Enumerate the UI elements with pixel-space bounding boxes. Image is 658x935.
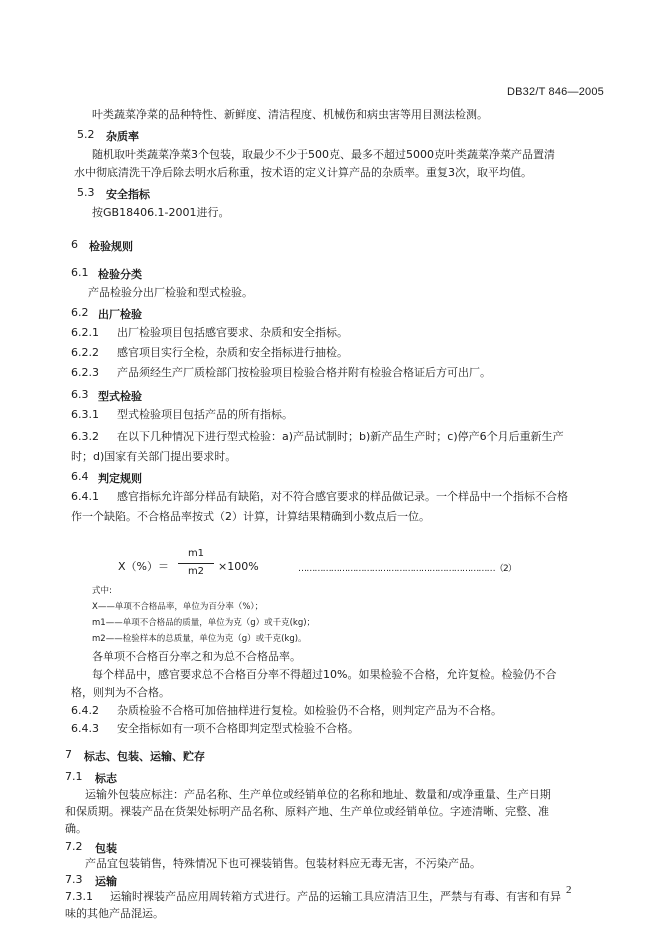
section-number: 6.1 [71,266,89,279]
paragraph-line: 运输外包装应标注：产品名称、生产单位或经销单位的名称和地址、数量和/或净重量、生产日期 [85,788,551,801]
chapter-number: 6 [71,238,78,251]
section-number: 7.1 [65,770,83,783]
clause-text: 型式检验项目包括产品的所有指标。 [117,408,293,421]
clause-number: 6.4.3 [71,722,99,735]
paragraph-line: 产品宜包装销售，特殊情况下也可裸装销售。包装材料应无毒无害，不污染产品。 [85,857,481,870]
clause-text: 杂质检验不合格可加倍抽样进行复检。如检验仍不合格，则判定产品为不合格。 [117,704,502,717]
paragraph-line: 随机取叶类蔬菜净菜3个包装，取最少不少于500克、最多不超过5000克叶类蔬菜净菜产品置清 [92,148,555,161]
clause-number: 6.4.2 [71,704,99,717]
clause-number: 6.3.1 [71,408,99,421]
paragraph-line: 叶类蔬菜净菜的品种特性、新鲜度、清洁程度、机械伤和病虫害等用目测法检测。 [92,108,488,121]
where-label: 式中: [92,586,112,596]
section-heading: 安全指标 [106,188,150,201]
clause-text: 产品须经生产厂质检部门按检验项目检验合格并附有检验合格证后方可出厂。 [117,366,491,379]
section-heading: 包装 [95,842,117,855]
paragraph-line: 每个样品中，感官要求总不合格百分率不得超过10%。如果检验不合格，允许复检。检验仍不合 [92,668,557,681]
clause-text: 出厂检验项目包括感官要求、杂质和安全指标。 [117,326,348,339]
paragraph-line: 各单项不合格百分率之和为总不合格品率。 [92,650,301,663]
paragraph-line: 水中彻底清洗干净后除去明水后称重，按术语的定义计算产品的杂质率。重复3次，取平均值。 [74,166,532,179]
clause-text: 安全指标如有一项不合格即判定型式检验不合格。 [117,722,359,735]
formula-rhs: ×100% [218,560,259,573]
section-number: 6.3 [71,388,89,401]
formula-leader: ………………………………………………………………（2） [298,564,517,574]
clause-text: 感官指标允许部分样品有缺陷，对不符合感官要求的样品做记录。一个样品中一个指标不合格 [117,490,568,503]
section-number: 7.2 [65,840,83,853]
chapter-heading: 标志、包装、运输、贮存 [84,750,205,763]
chapter-heading: 检验规则 [89,240,133,253]
fraction-bar [178,563,214,564]
section-number: 6.4 [71,470,89,483]
chapter-number: 7 [65,748,72,761]
section-heading: 运输 [95,875,117,888]
section-heading: 标志 [95,772,117,785]
section-number: 7.3 [65,873,83,886]
section-heading: 检验分类 [98,268,142,281]
section-number: 6.2 [71,306,89,319]
clause-text: 感官项目实行全检，杂质和安全指标进行抽检。 [117,346,348,359]
formula-denominator: m2 [187,566,205,577]
paragraph-line: 产品检验分出厂检验和型式检验。 [88,286,253,299]
definition-line: X——单项不合格品率，单位为百分率（%）； [92,602,264,612]
definition-line: m1——单项不合格品的质量，单位为克（g）或千克(kg)； [92,618,316,628]
clause-number: 7.3.1 [65,890,93,903]
clause-text: 味的其他产品混运。 [65,907,164,920]
clause-text: 运输时裸装产品应用周转箱方式进行。产品的运输工具应清洁卫生，严禁与有毒、有害和有异 [110,890,561,903]
clause-number: 6.4.1 [71,490,99,503]
clause-text: 时；d)国家有关部门提出要求时。 [71,450,237,463]
clause-text: 作一个缺陷。不合格品率按式（2）计算，计算结果精确到小数点后一位。 [71,510,430,523]
section-number: 5.2 [77,128,95,141]
clause-number: 6.2.2 [71,346,99,359]
standard-code: DB32/T 846—2005 [507,86,604,98]
formula-lhs: X（%）＝ [118,560,169,573]
clause-number: 6.2.3 [71,366,99,379]
section-heading: 杂质率 [106,130,139,143]
paragraph-line: 格，则判为不合格。 [71,686,170,699]
clause-text: 在以下几种情况下进行型式检验：a)产品试制时；b)新产品生产时；c)停产6个月后重新生产 [117,430,564,443]
section-heading: 型式检验 [98,390,142,403]
formula-numerator: m1 [187,548,205,559]
paragraph-line: 确。 [65,822,87,835]
definition-line: m2——检验样本的总质量，单位为克（g）或千克(kg)。 [92,634,307,644]
section-heading: 判定规则 [98,472,142,485]
section-heading: 出厂检验 [98,308,142,321]
clause-number: 6.3.2 [71,430,99,443]
section-number: 5.3 [77,186,95,199]
page-number: 2 [566,884,572,896]
paragraph-line: 和保质期。裸装产品在货架处标明产品名称、原料产地、生产单位或经销单位。字迹清晰、完整、准 [65,805,549,818]
paragraph-line: 按GB18406.1-2001进行。 [92,206,230,219]
clause-number: 6.2.1 [71,326,99,339]
